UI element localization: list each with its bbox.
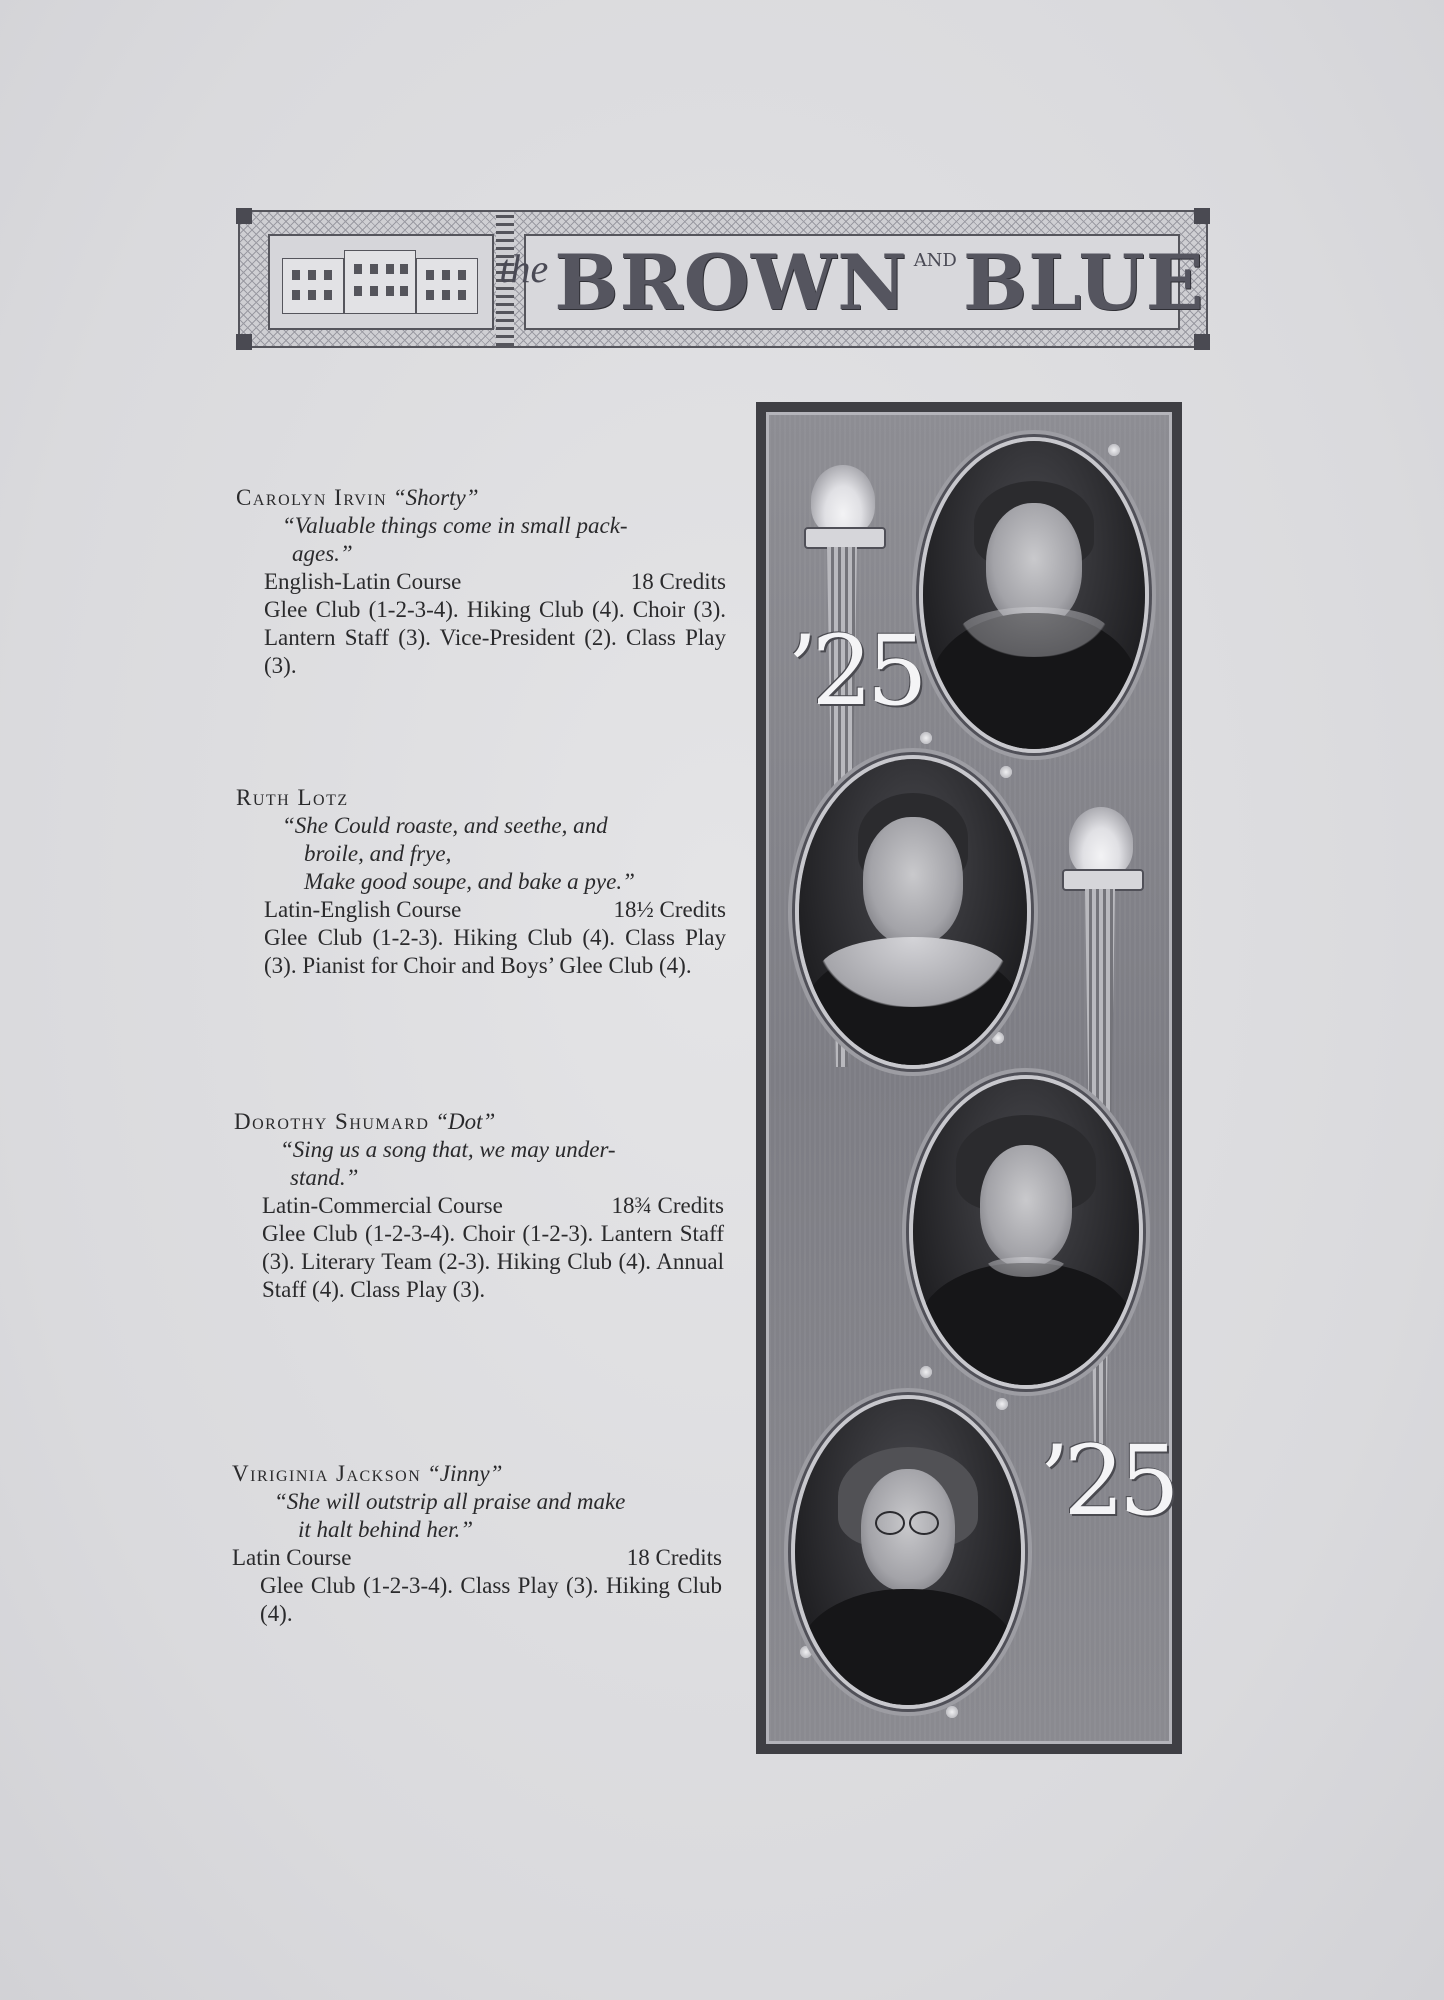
course-line bbox=[234, 1192, 724, 1220]
class-year: ’25 bbox=[1039, 1425, 1174, 1537]
portrait-panel bbox=[756, 402, 1182, 1754]
student-name: Carolyn Irvin bbox=[236, 485, 388, 510]
title-blue: BLUE bbox=[962, 237, 1205, 327]
course-line bbox=[236, 568, 726, 596]
student-quote-line: “Sing us a song that, we may under- bbox=[280, 1137, 616, 1162]
masthead-banner bbox=[238, 210, 1208, 348]
student-course: English-Latin Course bbox=[264, 569, 462, 594]
title-brown: BROWN bbox=[554, 237, 908, 327]
torch-flame-icon bbox=[811, 465, 875, 535]
student-bio bbox=[234, 1108, 724, 1304]
student-activities: Glee Club (1-2-3-4). Class Play (3). Hiking Club (4). bbox=[260, 1573, 722, 1626]
title-the: the bbox=[499, 245, 549, 291]
flower-ornament-icon bbox=[945, 1705, 959, 1719]
student-name: Dorothy Shumard bbox=[234, 1109, 430, 1134]
student-heading bbox=[236, 784, 726, 812]
student-course: Latin-English Course bbox=[264, 897, 462, 922]
student-activities: Glee Club (1-2-3-4). Hiking Club (4). Choir (3). Lantern Staff (3). Vice-President (2). Class Play (3). bbox=[264, 597, 726, 678]
student-quote-line: it halt behind her.” bbox=[298, 1517, 474, 1542]
student-quote-line: broile, and frye, bbox=[304, 841, 452, 866]
torch-flame-icon bbox=[1069, 807, 1133, 877]
student-bio bbox=[236, 784, 726, 980]
student-bio bbox=[232, 1460, 722, 1628]
course-line bbox=[236, 896, 726, 924]
student-course: Latin Course bbox=[232, 1545, 352, 1570]
banner-corner bbox=[1194, 208, 1210, 224]
student-activities: Glee Club (1-2-3-4). Choir (1-2-3). Lantern Staff (3). Literary Team (2-3). Hiking Club (4). Annual Staff (4). Class Play (3). bbox=[262, 1221, 724, 1302]
school-building-illustration bbox=[268, 234, 494, 330]
student-credits: 18 Credits bbox=[630, 569, 726, 594]
student-nickname: “Shorty” bbox=[392, 485, 479, 510]
student-activities: Glee Club (1-2-3). Hiking Club (4). Class Play (3). Pianist for Choir and Boys’ Glee Club (4). bbox=[264, 925, 726, 978]
banner-corner bbox=[236, 334, 252, 350]
student-course: Latin-Commercial Course bbox=[262, 1193, 503, 1218]
glasses-icon bbox=[875, 1511, 905, 1535]
banner-corner bbox=[236, 208, 252, 224]
portrait-photo bbox=[791, 1395, 1025, 1709]
student-quote-line: Make good soupe, and bake a pye.” bbox=[304, 869, 635, 894]
torch-bowl bbox=[804, 527, 886, 549]
class-year: ’25 bbox=[787, 615, 922, 727]
banner-corner bbox=[1194, 334, 1210, 350]
student-quote-line: ages.” bbox=[292, 541, 353, 566]
portrait-photo bbox=[795, 755, 1031, 1069]
student-heading bbox=[232, 1460, 722, 1488]
student-credits: 18 Credits bbox=[626, 1545, 722, 1570]
masthead-title bbox=[499, 234, 1205, 330]
portrait-photo bbox=[919, 437, 1149, 753]
student-quote-line: “She Could roaste, and seethe, and bbox=[282, 813, 608, 838]
student-bio bbox=[236, 484, 726, 680]
student-name: Viriginia Jackson bbox=[232, 1461, 422, 1486]
student-quote-line: stand.” bbox=[290, 1165, 359, 1190]
student-heading bbox=[234, 1108, 724, 1136]
student-credits: 18¾ Credits bbox=[611, 1193, 724, 1218]
student-nickname: “Dot” bbox=[435, 1109, 496, 1134]
student-quote-line: “She will outstrip all praise and make bbox=[274, 1489, 626, 1514]
course-line bbox=[232, 1544, 722, 1572]
student-credits: 18½ Credits bbox=[613, 897, 726, 922]
torch-bowl bbox=[1062, 869, 1144, 891]
student-quote-line: “Valuable things come in small pack- bbox=[282, 513, 628, 538]
portrait-photo bbox=[909, 1075, 1143, 1389]
glasses-icon bbox=[909, 1511, 939, 1535]
student-name: Ruth Lotz bbox=[236, 785, 349, 810]
portrait-panel-inner bbox=[766, 412, 1172, 1744]
student-heading bbox=[236, 484, 726, 512]
title-and: AND bbox=[913, 249, 957, 271]
student-nickname: “Jinny” bbox=[427, 1461, 503, 1486]
